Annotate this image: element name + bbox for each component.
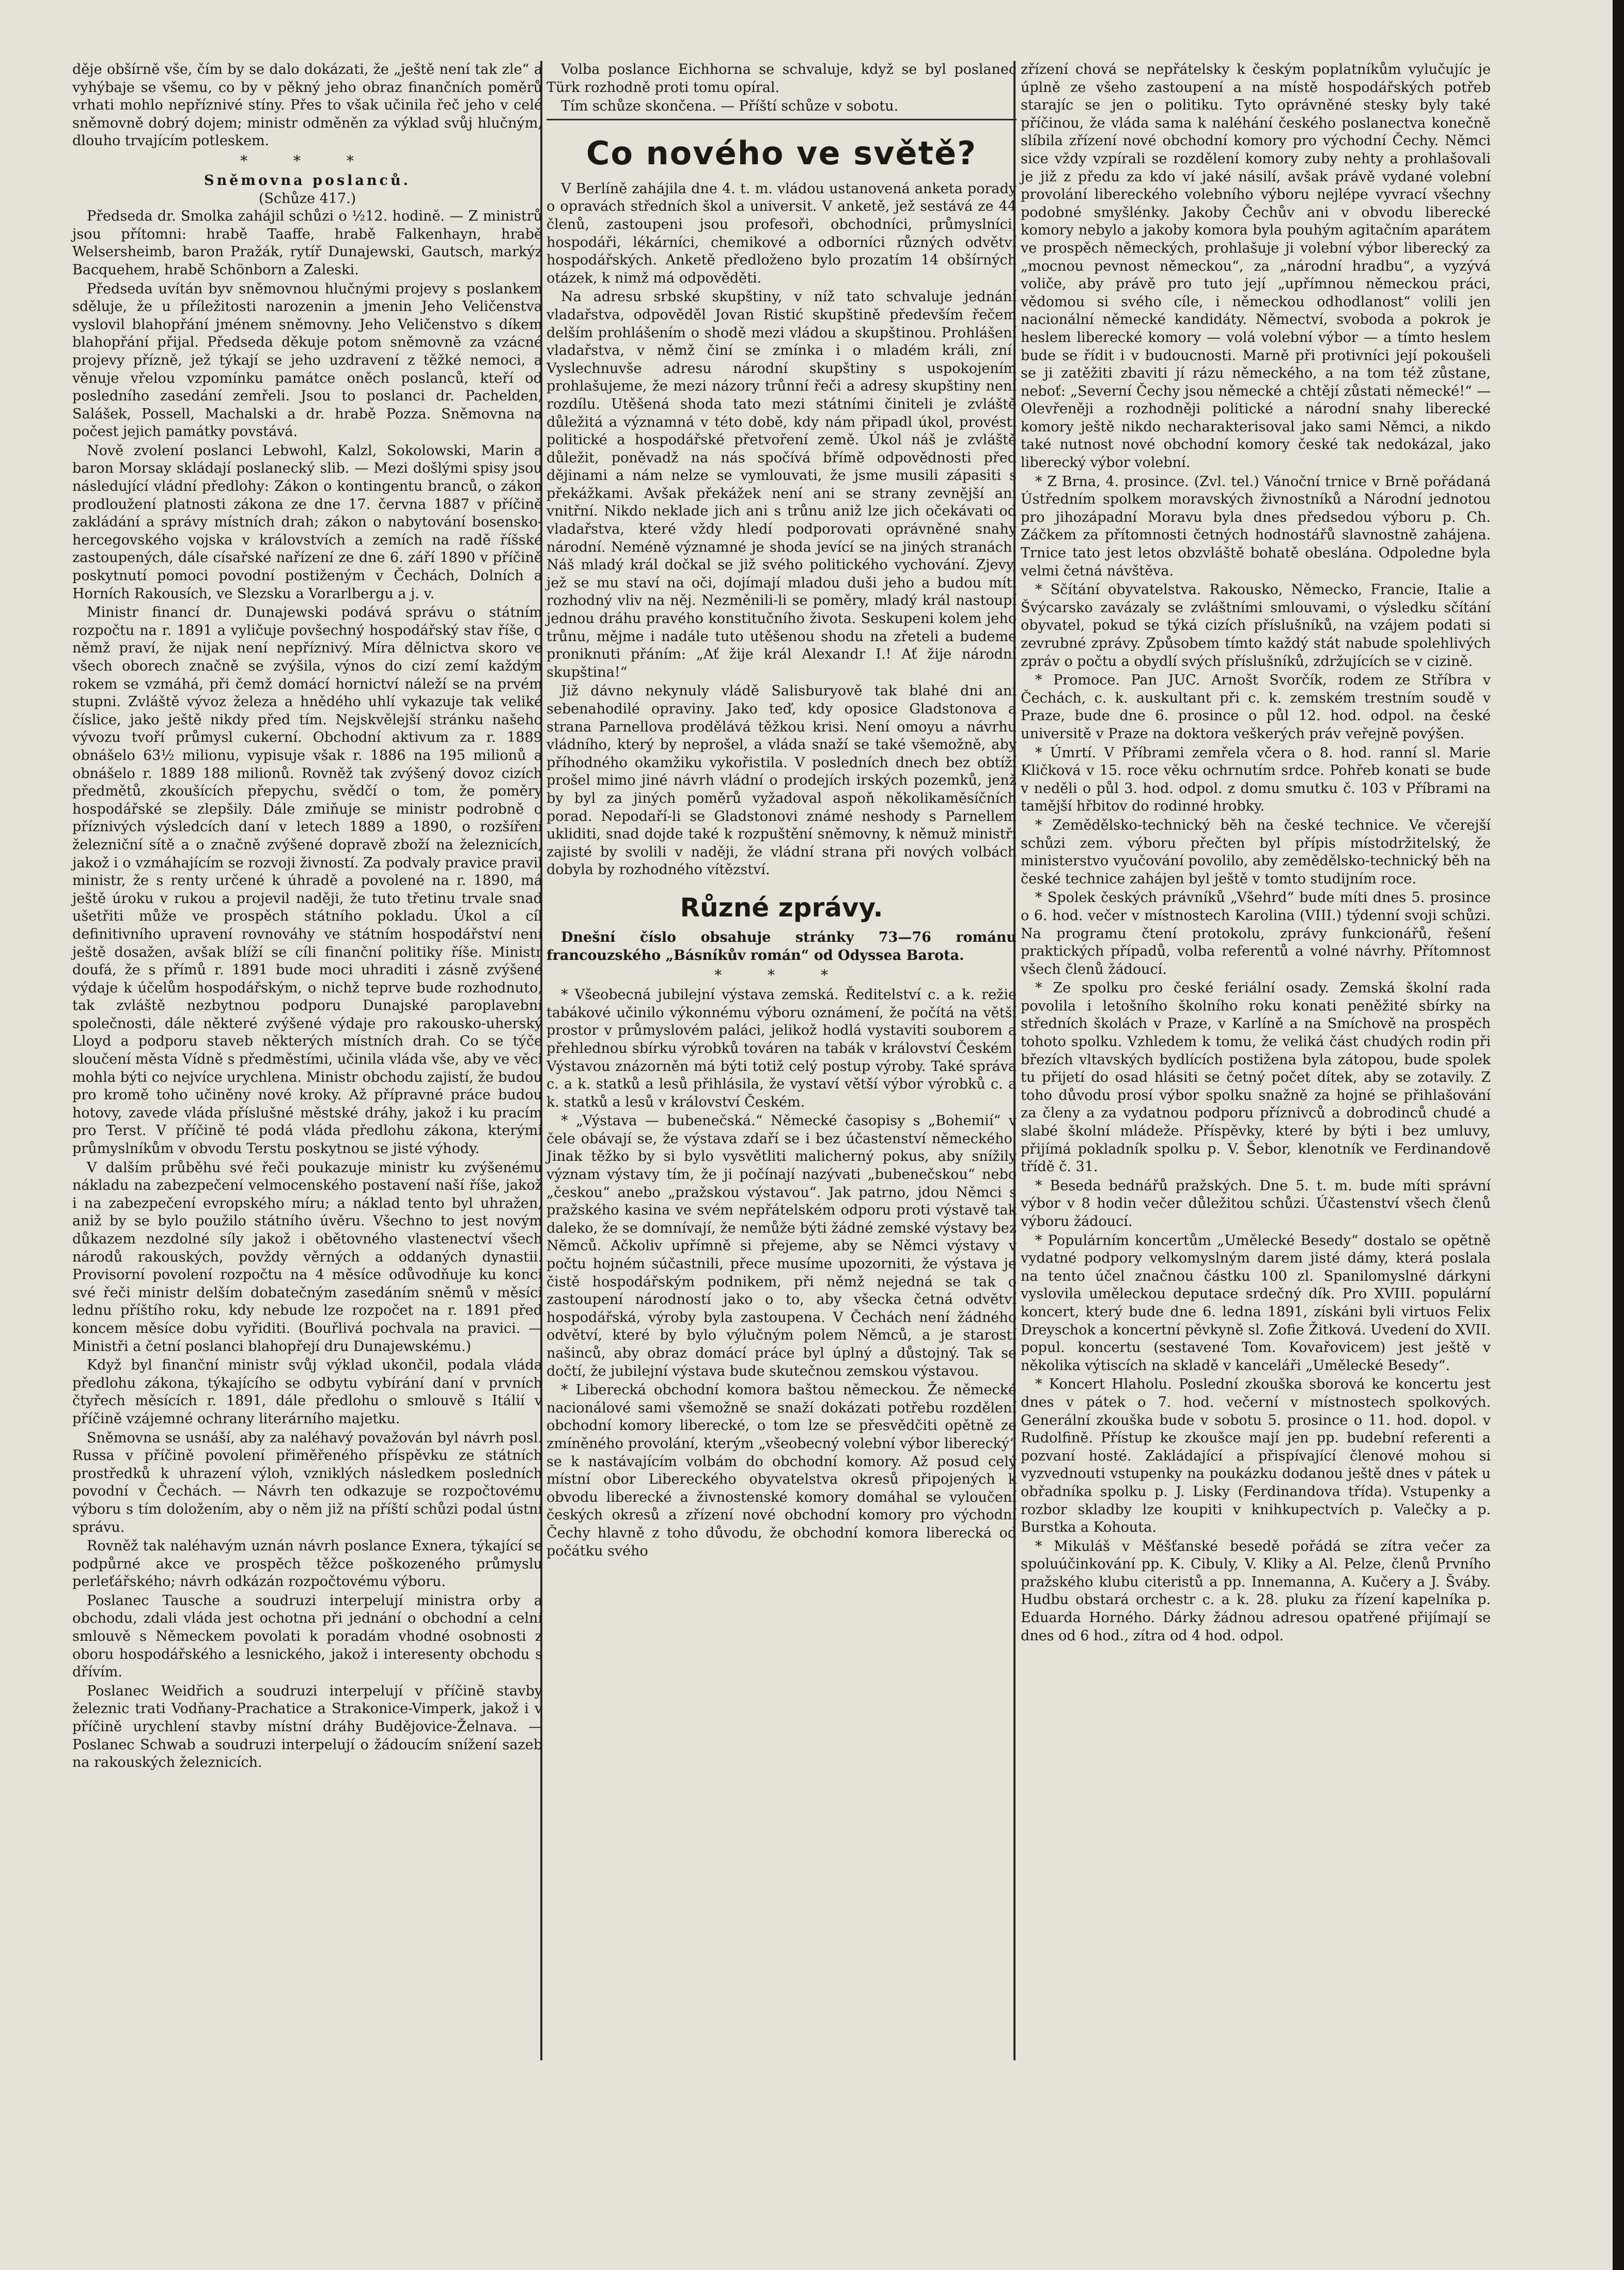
paragraph: * Všeobecná jubilejní výstava zemská. Ředitelství c. a k. režie tabákové učinilo výkonnému výboru oznámení, že počítá na větší prostor v průmyslovém paláci, jelikož hodlá vystaviti souborem a přehlednou sbírku výrobků továren na tabák v království Českém. Výstavou znázorněn má býti totiž celý postup výroby. Také správa c. a k. statků a lesů přihlásila, že vystaví větší výbor výrobků c. a k. statků a lesů v království Českém. <box>546 987 1017 1110</box>
paragraph: * Liberecká obchodní komora baštou německou. Že německé nacionálové sami všemožně se snaží dokázati potřebu rozdělení obchodní komory liberecké, o tom lze se přesvědčiti opětně ze zmíněného provolání, kterým „všeobecný volební výbor liberecký“ se k nastávajícím volbám do obchodní komory. Až posud celý místní obor Libereckého obyvatelstva okresů připojených k obvodu liberecké a živnostenské komory domáhal se vyloučení českých okresů a zřízení nové obchodní komory pro východní Čechy hlavně z toho důvodu, že obchodní komora liberecká od počátku svého <box>546 1382 1017 1559</box>
paragraph: děje obšírně vše, čím by se dalo dokázati, že „ještě není tak zle“ a vyhýbaje se všemu, co by v pěkný jeho obraz finančních poměrů vrhati mohlo nepříznivé stíny. Přes to však učinila řeč jeho v celé sněmovně dobrý dojem; ministr odměněn za výklad svůj hlučným, dlouho trvajícím potleskem. <box>72 61 542 149</box>
paragraph: Předseda dr. Smolka zahájil schůzi o ½12. hodině. — Z ministrů jsou přítomni: hrabě Taaffe, hrabě Falkenhayn, hrabě Welsersheimb, baron Pražák, rytíř Dunajewski, Gautsch, markýz Bacquehem, hrabě Schönborn a Zaleski. <box>72 208 542 278</box>
paragraph: Poslanec Weidřich a soudruzi interpelují v příčině stavby železnic trati Vodňany-Prachatice a Strakonice-Vimperk, jakož i v příčině urychlení stavby místní dráhy Budějovice-Želnava. — Poslanec Schwab a soudruzi interpelují o žádoucím snížení sazeb na rakouských železnicích. <box>72 1683 542 1771</box>
paragraph: Na adresu srbské skupštiny, v níž tato schvaluje jednání vladařstva, odpověděl Jovan Ristić skupštině především řečem delším prohlášením o shodě mezi vládou a skupštinou. Prohlášení vladařstva, v němž činí se zmínka i o mladém králi, zní: Vyslechnuvše adresu národní skupštiny s uspokojením prohlašujeme, že mezi názory trůnní řeči a adresy skupštiny není rozdílu. Utěšená shoda tato mezi státními činiteli je zvláště důležitá a významná v této době, kdy nám připadl úkol, provésti politické a hospodářské přetvoření země. Úkol náš je zvláště důležit, poněvadž na nás spočívá břímě odpovědnosti před dějinami a nám nelze se vymlouvati, že jsme musili zápasiti s překážkami. Avšak překážek není ani se strany zevnější ani vnitřní. Nikdo neklade jich ani s trůnu aniž lze jich očekávati od vladařstva, které vždy hledí podporovati oprávněné snahy národní. Neméně významné je shoda jevící se na jiných stranách. Náš mladý král dočkal se již svého politického vychování. Zjevy, jež se mu staví na oči, dojímají mladou duši jeho a budou míti rozhodný vliv na něj. Nezměnili-li se poměry, mladý král nastoupí jednou dráhu pravého konstitučního života. Seskupeni kolem jeho trůnu, mějme i nadále tuto utěšenou shodu na zřeteli a budeme proniknuti přáním: „Ať žije král Alexandr I.! Ať žije národní skupština!“ <box>546 289 1017 680</box>
paragraph: * Mikuláš v Měšťanské besedě pořádá se zítra večer za spoluúčinkování pp. K. Cibuly, V. Kliky a Al. Pelze, členů Prvního pražského klubu citeristů a pp. Innemanna, A. Kučery a J. Šváby. Hudbu obstará orchestr c. a k. 28. pluku za řízení kapelníka p. Eduarda Horného. Dárky žádnou adresou opatřené přijímají se dnes od 6 hod., zítra od 4 hod. odpol. <box>1021 1538 1491 1644</box>
paragraph: * Promoce. Pan JUC. Arnošt Svorčík, rodem ze Stříbra v Čechách, c. k. auskultant při c. k. zemském trestním soudě v Praze, bude dne 6. prosince o půl 12. hod. odpol. na české universitě v Praze na doktora veškerých práv veřejně povýšen. <box>1021 672 1491 742</box>
paragraph: V dalším průběhu své řeči poukazuje ministr ku zvýšenému nákladu na zabezpečení velmocenského postavení naší říše, jakož i na zabezpečení evropského míru; a náklad tento byl uhražen, aniž by se bylo použilo státního úvěru. Všechno to jest novým důkazem nezdolné síly jakož i obětovného vlastenectví všech národů rakouských, povždy věrných a oddaných dynastii. Provisorní povolení rozpočtu na 4 měsíce odůvodňuje ku konci své řeči ministr delším dobatečným zasedáním sněmů v měsíci lednu příštího roku, kdy nebude lze rozpočet na r. 1891 před koncem měsíce dobu vyřiditi. (Bouřlivá pochvala na pravici. — Ministři a četní poslanci blahopřejí dru Dunajewskému.) <box>72 1159 542 1355</box>
separator: * * * <box>240 152 374 169</box>
paragraph: Sněmovna se usnáší, aby za naléhavý považován byl návrh posl. Russa v příčině povolení přiměřeného příspěvku ze státních prostředků k uhrazení výloh, vzniklých následkem posledních povodní v Čechách. — Návrh ten odkazuje se rozpočtovému výboru s tím doložením, aby o něm již na příští schůzi podal ústní správu. <box>72 1429 542 1535</box>
paragraph: * Koncert Hlaholu. Poslední zkouška sborová ke koncertu jest dnes v pátek o 7. hod. večerní v místnostech spolkových. Generální zkouška bude v sobotu 5. prosince o 11. hod. dopol. v Rudolfině. Přístup ke zkoušce mají jen pp. budební referenti a pozvaní hosté. Zakládající a přispívající členové mohou si vyzvednouti vstupenky na poukázku dodanou ještě dnes v pátek u obřadníka spolku p. J. Lisky (Ferdinandova třída). Vstupenky a rozbor skladby lze koupiti v knihkupectvích p. Valečky a p. Burstka a Kohouta. <box>1021 1376 1491 1536</box>
column-1 <box>72 61 542 1773</box>
paragraph: Dnešní číslo obsahuje stránky 73—76 románu francouzského „Básníkův román“ od Odyssea Barota. <box>546 929 1017 963</box>
paragraph: Poslanec Tausche a soudruzi interpelují ministra orby a obchodu, zdali vláda jest ochotna při jednání o obchodní a celní smlouvě s Německem povolati k poradám vhodné osobnosti z oboru hospodářského a lesnického, jakož i interesenty obchodu s dřívím. <box>72 1592 542 1681</box>
paragraph: Tím schůze skončena. — Příští schůze v sobotu. <box>561 98 899 115</box>
column-2 <box>546 61 1017 1561</box>
paragraph: Nově zvolení poslanci Lebwohl, Kalzl, Sokolowski, Marin a baron Morsay skládají poslanecký slib. — Mezi došlými spisy jsou následující vládní předlohy: Zákon o kontingentu branců, o zákon prodloužení platnosti zákona ze dne 17. června 1887 v příčině zakládání a správy místních drah; zákon o nabytování bosensko-hercegovského vojska v královstvích a zemích na radě říšské zastoupených, dále císařské nařízení ze dne 6. září 1890 v příčině poskytnutí pomoci povodní postiženým v Čechách, Dolních a Horních Rakousích, ve Slezsku a Vorarlbergu a j. v. <box>72 442 542 602</box>
page-edge <box>1613 0 1624 2270</box>
paragraph: V Berlíně zahájila dne 4. t. m. vládou ustanovená anketa porady o opravách středních škol a universit. V anketě, jež sestává ze 44 členů, zastoupeni jsou profesoři, obchodníci, průmyslníci, hospodáři, lékárníci, chemikové a odborníci různých odvětví hospodářských. Anketě předloženo bylo prozatím 14 obšírných otázek, k nimž má odpověděti. <box>546 180 1017 286</box>
paragraph: Předseda uvítán byv sněmovnou hlučnými projevy s poslankem sděluje, že u příležitosti narozenin a jmenin Jeho Veličenstva vyslovil blahopřání jménem sněmovny. Jeho Veličenstvo s díkem blahopřání přijal. Předseda děkuje potom sněmovně za vzácné projevy přízně, jež týkají se jeho uzdravení z těžké nemoci, a věnuje vřelou vzpomínku památce oněch poslanců, kteří od posledního zasedání zemřeli. Jsou to poslanci dr. Pachelden, Salášek, Possell, Machalski a dr. hrabě Pozza. Sněmovna na počest jejich památky povstává. <box>72 281 542 440</box>
paragraph: * Sčítání obyvatelstva. Rakousko, Německo, Francie, Italie a Švýcarsko zavázaly se zvláštními smlouvami, o výsledku sčítání obyvatel, pokud se týká cizích příslušníků, na vzájem podati si zevrubné zprávy. Způsobem tímto každý stát nabude spolehlivých zpráv o počtu a obydlí svých příslušníků, zdržujících se v cizině. <box>1021 582 1491 670</box>
column-3 <box>1021 61 1491 1646</box>
paragraph: * Z Brna, 4. prosince. (Zvl. tel.) Vánoční trnice v Brně pořádaná Ústředním spolkem moravských živnostníků a Národní jednotou pro jihozápadní Moravu byla dnes předsedou výboru p. Ch. Záčkem za přítomnosti četných hodnostářů slavnostně zahájena. Trnice tato jest letos obzvláště bohatě obeslána. Odpoledne byla velmi četná návštěva. <box>1021 473 1491 579</box>
paragraph: Ministr financí dr. Dunajewski podává správu o státním rozpočtu na r. 1891 a vyličuje povšechný hospodářský stav říše, o němž praví, že nijak není nepříznivý. Míra dělnictva skoro ve všech oborech značně se zvýšila, výnos do cizí zemí každým rokem se vzmáhá, při čemž domácí hornictví náleží se na prvém stupni. Zvláště vývoz železa a hnědého uhlí vykazuje tak veliké číslice, jako ještě nikdy před tím. Nejskvělejší stránku našeho vývozu tvoří průmysl cukerní. Obchodní aktivum za r. 1889 obnášelo 63½ milionu, vypisuje však r. 1886 na 195 milionů a obnášelo r. 1889 188 milionů. Rovněž tak zvýšený dovoz cizích předmětů, zkoušících přepychu, svědčí o tom, že poměry hospodářské se zlepšily. Dále zmiňuje se ministr podrobně o příznivých výsledcích daní v letech 1889 a 1890, o rozšíření železniční sítě a o značně zvýšené dopravě zboží na železnicích, jakož i o vzmáhajícím se rozvoji živností. Za podvaly pravice pravil ministr, že s renty určené k úhradě a povolené na r. 1890, má ještě úroku v rukou a projevil naději, že tuto třetinu trvale snad ušetřiti může ve prospěch státního pokladu. Úkol a cíl definitivního upravení rovnováhy ve státním hospodářství není ještě dosažen, avšak blíží se cíli finanční politiky říše. Ministr doufá, že s přímů r. 1891 bude moci uhraditi i zásně zvýšené výdaje k účelům hospodářským, o nichž teprve bude rozhodnuto, tak zvláště nezbytnou podporu Dunajské paroplavební společnosti, dále některé zvýšené výdaje pro rakousko-uherský Lloyd a podporu staveb některých místních drah. Co se týče sloučení města Vídně s předměstími, učinila vláda vše, aby ve věci mohla býti co nejvíce urychlena. Ministr obchodu zajistí, že budou pro kromě toho učiněny nové kroky. Až přípravné práce budou hotovy, zavede vláda příslušné městské dráhy, jakož i ku pracím pro Terst. V příčině té podá vláda předlohu zákona, kterými průmyslníkům v obvodu Terstu poskytnou se jisté výhody. <box>72 604 542 1157</box>
paragraph: * Populárním koncertům „Umělecké Besedy“ dostalo se opětně vydatné podpory velkomyslným darem jisté dámy, která poslala na tento účel značnou částku 100 zl. Spanilomyslné dárkyni vyslovila uměleckou deputace srdečný dík. Pro XVIII. populární koncert, který bude dne 6. ledna 1891, získáni byli virtuos Felix Dreyschok a koncertní pěvkyně sl. Zofie Žitková. Uvedení do XVII. popul. koncertu (sestavené Tom. Kovařovicem) jest ještě v několika výtiscích na skladě v kanceláři „Umělecké Besedy“. <box>1021 1232 1491 1374</box>
divider <box>546 119 1017 120</box>
headline: Různé zprávy. <box>680 892 883 923</box>
paragraph: Rovněž tak naléhavým uznán návrh poslance Exnera, týkající se podpůrné akce ve prospěch těžce poškozeného průmyslu perleťářského; návrh odkázán rozpočtovému výboru. <box>72 1538 542 1590</box>
headline: Co nového ve světě? <box>586 134 977 172</box>
paragraph: * „Výstava — bubenečská.“ Německé časopisy s „Bohemií“ v čele obávají se, že výstava zdaří se i bez účastenství německého. Jinak těžko by si bylo vysvětliti malicherný pokus, aby snížily význam výstavy tím, že ji počínají nazývati „bubenečskou“ nebo „českou“ anebo „pražskou výstavou“. Jak patrno, jdou Němci s pražského kasina ve svém nepřátelském odporu proti výstavě tak daleko, že se domnívají, že nemůže býti žádné zemské výstavy bez Němců. Ačkoliv upřímně si přejeme, aby se Němci výstavy v počtu hojném súčastnili, přece musíme upozorniti, že výstava je čistě hospodářským podnikem, při němž nejedná se tak o zastoupení národností jako o to, aby všecka četná odvětví hospodářská, výroby byla zastoupena. V Čechách není žádného odvětví, které by bylo výlučným polem Němců, a je starostí našinců, aby obraz domácí práce byl úplný a důstojný. Tak se dočtí, že jubilejní výstava bude skutečnou zemskou výstavou. <box>546 1113 1017 1379</box>
paragraph: * Úmrtí. V Příbrami zemřela včera o 8. hod. ranní sl. Marie Kličková v 15. roce věku ochrnutím srdce. Pohřeb konati se bude v neděli o půl 3. hod. odpol. z domu smutku č. 103 v Příbrami na tamější hřbitov do rodinné hrobky. <box>1021 744 1491 815</box>
paragraph: * Beseda bednářů pražských. Dne 5. t. m. bude míti správní výbor v 8 hodin večer důležitou schůzi. Účastenství všech členů výboru žádoucí. <box>1021 1177 1491 1230</box>
paragraph: Když byl finanční ministr svůj výklad ukončil, podala vláda předlohu zákona, týkajícího se odbytu vybírání daní v prvních čtyřech měsících r. 1891, dále předlohu o smlouvě s Itálií v příčině vzájemné ochrany literárního majetku. <box>72 1357 542 1427</box>
paragraph: * Zemědělsko-technický běh na české technice. Ve včerejší schůzi zem. výboru přečten byl přípis místodržitelský, že ministerstvo vyučování povolilo, aby zemědělsko-technický běh na české technice zahájen byl ještě v tomto studijním roce. <box>1021 817 1491 887</box>
paragraph: Volba poslance Eichhorna se schvaluje, když se byl poslanec Türk rozhodně proti tomu opíral. <box>546 61 1017 96</box>
section-subtitle: (Schůze 417.) <box>258 190 356 207</box>
paragraph: zřízení chová se nepřátelsky k českým poplatníkům vylučujíc je úplně ze všeho zastoupení a na místě hospodářských potřeb starajíc se jen o politiku. Tyto oprávněné stesky byly také příčinou, že vláda sama k naléhání českého poslanectva konečně slíbila zřízení nové obchodní komory pro východní Čechy. Němci sice vždy vzpírali se rozdělení komory zuby nehty a prohlašovali je již z předu za kdo ví jaké násilí, avšak právě vydané volební provolání libereckého volebního výboru nejlépe vyvrací všechny podobné smyšlénky. Jakoby Čechův ani v obvodu liberecké komory nebylo a jakoby komora byla pouhým agitačním aparátem ve prospěch německých, prohlašuje ji volební výbor liberecký za „mocnou pevnost německou“, za „národní hradbu“, a vyzývá voliče, aby právě pro tuto její „upřímnou německou práci, vědomou si svého cíle, i německou odhodlanost“ volili jen nacionální německé kandidáty. Němectví, svoboda a pokrok je heslem liberecké komory — volá volební výbor — a tímto heslem bude se řídit i v budoucnosti. Marně při protivníci její pokoušeli se ji zatěžiti zbaviti jí rázu německého, a na tom též zůstane, neboť: „Severní Čechy jsou německé a chtějí zůstati německé!“ — Olevřeněji a rozhodněji politické a národní snahy liberecké komory ještě nikdo necharakterisoval jako sami Němci, a nikdo také nutnost nové obchodní komory české tak nedokázal, jako liberecký výbor volební. <box>1021 61 1491 471</box>
paragraph: * Spolek českých právníků „Všehrd“ bude míti dnes 5. prosince o 6. hod. večer v místnostech Karolina (VIII.) týdenní svoji schůzi. Na programu čtení protokolu, zprávy funkcionářů, řešení praktických případů, volba referentů a volné návrhy. Přítomnost všech členů žádoucí. <box>1021 890 1491 977</box>
separator: * * * <box>714 967 849 984</box>
section-title: Sněmovna poslanců. <box>204 172 411 189</box>
paragraph: * Ze spolku pro české feriální osady. Zemská školní rada povolila i letošního školního roku konati peněžité sbírky na středních školách v Praze, v Karlíně a na Smíchově na prospěch tohoto spolku. Vzhledem k tomu, že veliká část chudých rodin při březích vltavských bydlících postižena byla zátopou, bude spolek tu přijetí do osad hlásiti se četný počet dítek, aby se zotavily. Z toho důvodu prosí výbor spolku snažně za hojné se přihlašování za členy a za vydatnou podporu příznivců a dobrodinců chudé a slabé školní mládeže. Příspěvky, které by býti i bez umluvy, přijímá pokladník spolku p. V. Šebor, klenotník ve Ferdinandově třídě č. 31. <box>1021 980 1491 1175</box>
paragraph: Již dávno nekynuly vládě Salisburyově tak blahé dni ani sebenahodilé opraviny. Jako teď, kdy oposice Gladstonova a strana Parnellova prodělává těžkou krisi. Není omoyu a návrhu vládního, který by neprošel, a vláda snaží se také všemožně, aby příhodného okamžiku vykořistila. V posledních dnech bez obtíží prošel mimo jiné návrh vládní o prodejích irských pozemků, jenž by byl za jiných poměrů vyžadoval aspoň několikaměsíčních porad. Nepodaří-li se Gladstonovi známé neshody s Parnellem ukliditi, snad dojde také k rozpuštění sněmovny, k němuž ministři zajisté by svolili v naději, že vládní strana při nových volbách dobyla by rozhodného vítězství. <box>546 683 1017 878</box>
